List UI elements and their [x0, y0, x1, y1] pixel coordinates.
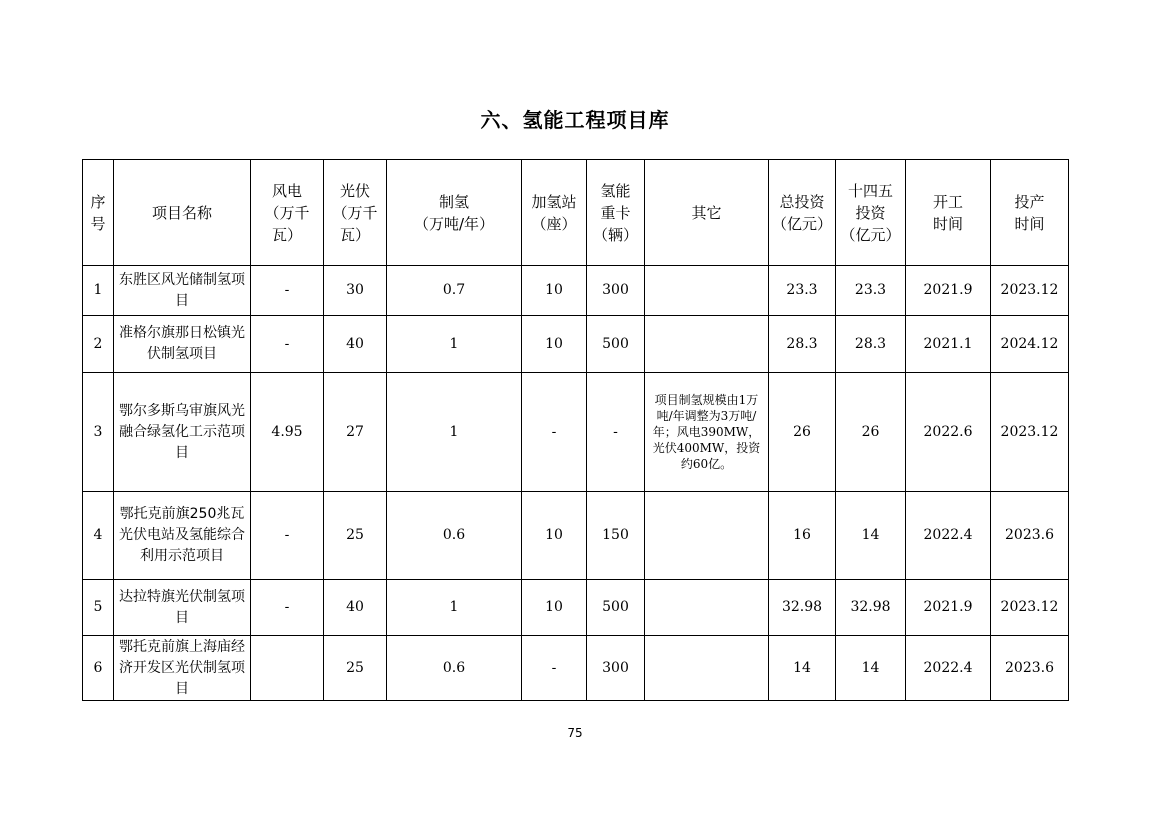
table-row [83, 580, 1069, 636]
header-name: 项目名称 [114, 160, 251, 266]
cell-name: 东胜区风光储制氢项目 [114, 266, 251, 316]
header-hydrogen: 制氢 （万吨/年） [387, 160, 522, 266]
cell-truck: 500 [587, 316, 645, 373]
cell-other [645, 492, 769, 580]
cell-name: 鄂尔多斯乌审旗风光融合绿氢化工示范项目 [114, 373, 251, 492]
header-production-time: 投产 时间 [991, 160, 1069, 266]
cell-seq: 5 [83, 580, 114, 636]
header-truck: 氢能 重卡 （辆） [587, 160, 645, 266]
cell-fyp-investment: 14 [836, 636, 906, 701]
page-title: 六、氢能工程项目库 [480, 108, 670, 132]
cell-other [645, 636, 769, 701]
cell-production-time: 2024.12 [991, 316, 1069, 373]
page-number: 75 [567, 726, 583, 740]
table-row [83, 316, 1069, 373]
cell-seq: 3 [83, 373, 114, 492]
header-start-time: 开工 时间 [906, 160, 991, 266]
cell-name: 鄂托克前旗上海庙经济开发区光伏制氢项目 [114, 636, 251, 701]
cell-hydrogen: 1 [387, 316, 522, 373]
cell-pv: 25 [324, 636, 387, 701]
cell-name: 达拉特旗光伏制氢项目 [114, 580, 251, 636]
table-row [83, 373, 1069, 492]
cell-fyp-investment: 26 [836, 373, 906, 492]
cell-station: - [522, 373, 587, 492]
table-header-row [83, 160, 1069, 266]
cell-seq: 6 [83, 636, 114, 701]
cell-station: 10 [522, 580, 587, 636]
header-station: 加氢站 （座） [522, 160, 587, 266]
cell-truck: 500 [587, 580, 645, 636]
table-row [83, 492, 1069, 580]
cell-fyp-investment: 32.98 [836, 580, 906, 636]
cell-other [645, 316, 769, 373]
cell-total-investment: 26 [769, 373, 836, 492]
header-total-investment: 总投资 （亿元） [769, 160, 836, 266]
cell-hydrogen: 0.6 [387, 492, 522, 580]
cell-total-investment: 14 [769, 636, 836, 701]
hydrogen-project-table [82, 159, 1069, 701]
cell-other [645, 266, 769, 316]
cell-fyp-investment: 28.3 [836, 316, 906, 373]
cell-wind [251, 636, 324, 701]
cell-start-time: 2022.4 [906, 636, 991, 701]
cell-total-investment: 16 [769, 492, 836, 580]
cell-total-investment: 23.3 [769, 266, 836, 316]
cell-wind: - [251, 266, 324, 316]
cell-seq: 2 [83, 316, 114, 373]
cell-station: 10 [522, 266, 587, 316]
cell-name: 准格尔旗那日松镇光伏制氢项目 [114, 316, 251, 373]
cell-production-time: 2023.12 [991, 266, 1069, 316]
cell-pv: 30 [324, 266, 387, 316]
table-row [83, 636, 1069, 701]
cell-total-investment: 28.3 [769, 316, 836, 373]
table-row [83, 266, 1069, 316]
cell-fyp-investment: 14 [836, 492, 906, 580]
cell-station: 10 [522, 492, 587, 580]
cell-start-time: 2021.9 [906, 580, 991, 636]
cell-pv: 40 [324, 580, 387, 636]
cell-hydrogen: 1 [387, 373, 522, 492]
cell-other [645, 580, 769, 636]
header-fyp-investment: 十四五 投资 （亿元） [836, 160, 906, 266]
cell-total-investment: 32.98 [769, 580, 836, 636]
cell-production-time: 2023.6 [991, 636, 1069, 701]
cell-start-time: 2021.1 [906, 316, 991, 373]
cell-seq: 4 [83, 492, 114, 580]
cell-hydrogen: 0.6 [387, 636, 522, 701]
cell-truck: 300 [587, 636, 645, 701]
cell-production-time: 2023.12 [991, 580, 1069, 636]
cell-fyp-investment: 23.3 [836, 266, 906, 316]
header-pv: 光伏 （万千 瓦） [324, 160, 387, 266]
cell-pv: 27 [324, 373, 387, 492]
cell-pv: 25 [324, 492, 387, 580]
cell-seq: 1 [83, 266, 114, 316]
cell-hydrogen: 1 [387, 580, 522, 636]
cell-other: 项目制氢规模由1万吨/年调整为3万吨/年；风电390MW， 光伏400MW，投资约60亿。 [645, 373, 769, 492]
cell-truck: 300 [587, 266, 645, 316]
cell-production-time: 2023.12 [991, 373, 1069, 492]
header-seq: 序 号 [83, 160, 114, 266]
header-other: 其它 [645, 160, 769, 266]
cell-start-time: 2021.9 [906, 266, 991, 316]
cell-start-time: 2022.6 [906, 373, 991, 492]
header-wind: 风电 （万千 瓦） [251, 160, 324, 266]
cell-station: - [522, 636, 587, 701]
cell-truck: - [587, 373, 645, 492]
cell-name: 鄂托克前旗250兆瓦光伏电站及氢能综合利用示范项目 [114, 492, 251, 580]
cell-hydrogen: 0.7 [387, 266, 522, 316]
cell-wind: - [251, 492, 324, 580]
cell-pv: 40 [324, 316, 387, 373]
cell-station: 10 [522, 316, 587, 373]
cell-start-time: 2022.4 [906, 492, 991, 580]
cell-wind: 4.95 [251, 373, 324, 492]
cell-production-time: 2023.6 [991, 492, 1069, 580]
cell-wind: - [251, 316, 324, 373]
cell-wind: - [251, 580, 324, 636]
cell-truck: 150 [587, 492, 645, 580]
